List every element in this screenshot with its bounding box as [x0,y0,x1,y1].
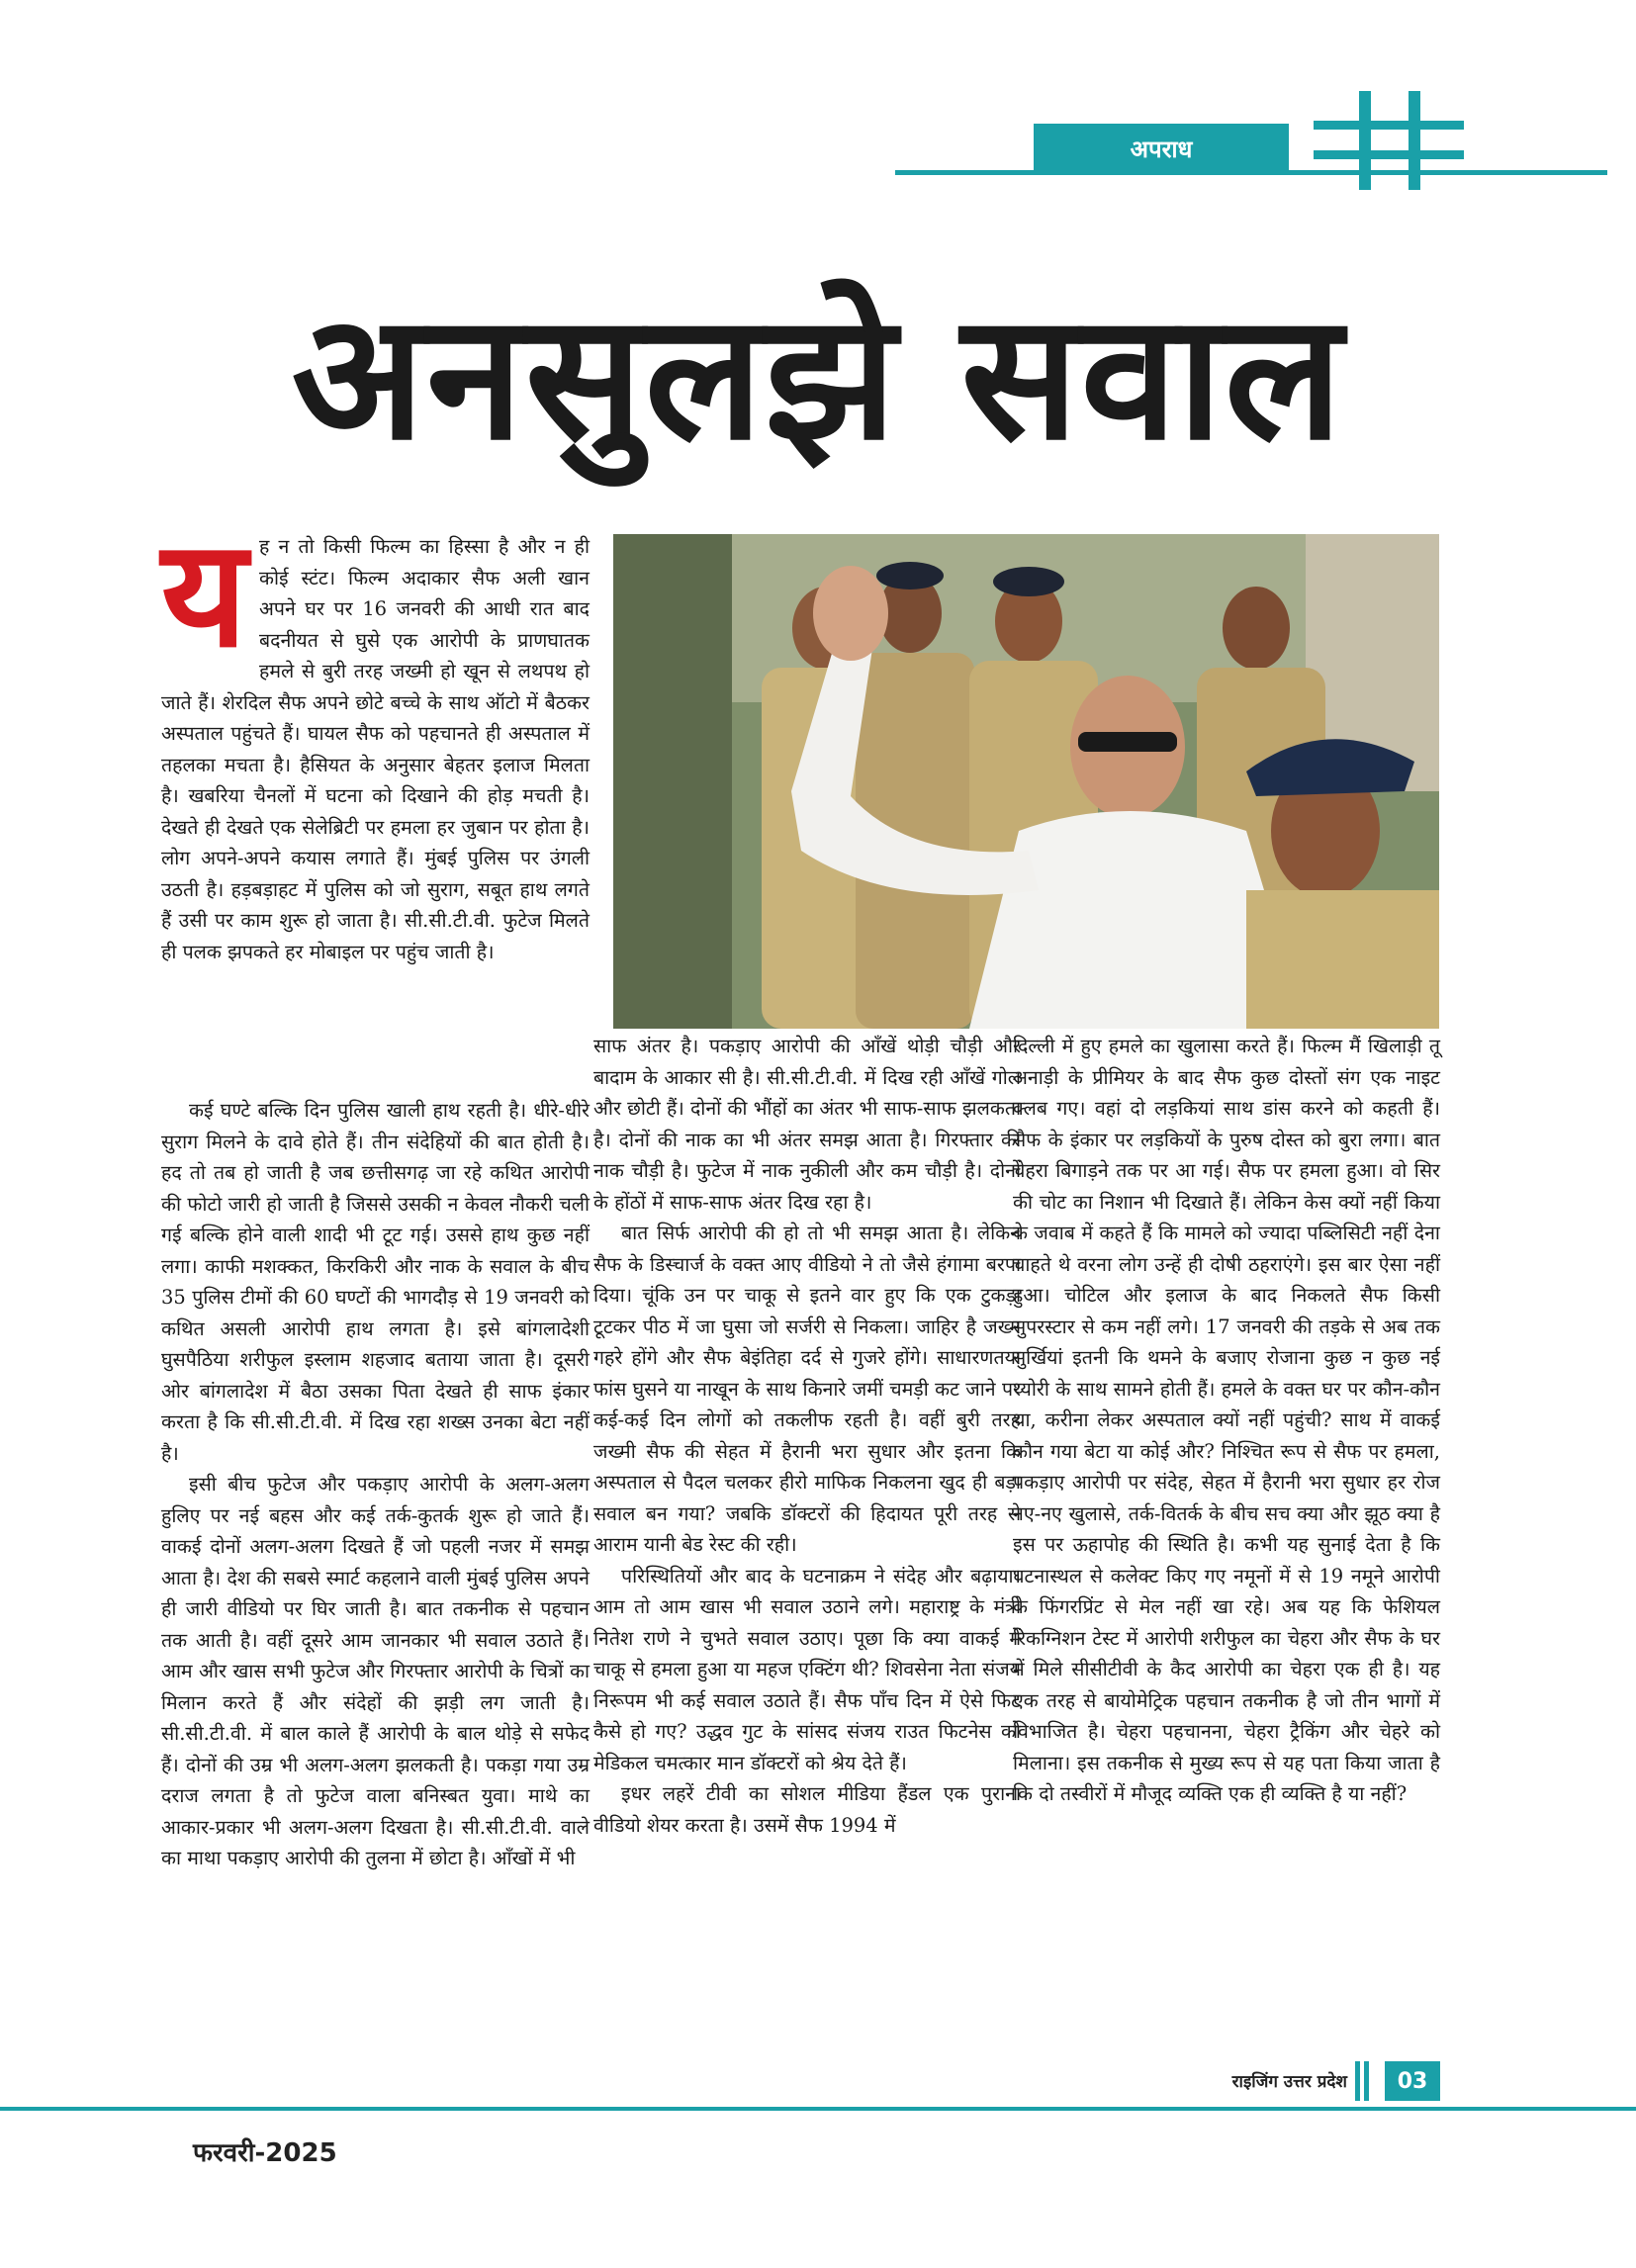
issue-date: फरवरी-2025 [193,2138,337,2168]
photo-icon [613,534,1439,1029]
intro-paragraph: ह न तो किसी फिल्म का हिस्सा है और न ही कोई स्टंट। फिल्म अदाकार सैफ अली खान अपने घर पर 16 जनवरी की आधी रात बाद बदनीयत से घुसे एक आरोपी के प्राणघातक हमले से बुरी तरह जख्मी हो खून से लथपथ हो जाते हैं। शेरदिल सैफ अपने छोटे बच्चे के साथ ऑटो में बैठकर अस्पताल पहुंचते हैं। घायल सैफ को पहचानते ही अस्पताल में तहलका मचता है। हैसियत के अनुसार बेहतर इलाज मिलता है। खबरिया चैनलों में घटना को दिखाने की होड़ मचती है। देखते ही देखते एक सेलेब्रिटी पर हमला हर जुबान पर होता है। लोग अपने-अपने कयास लगाते हैं। मुंबई पुलिस पर उंगली उठती है। हड़बड़ाहट में पुलिस को जो सुराग, सबूत हाथ लगते हैं उसी पर काम शुरू हो जाता है। सी.सी.टी.वी. फुटेज मिलते ही पलक झपकते हर मोबाइल पर पहुंच जाती है। [161,535,590,963]
section-tag: अपराध [1034,124,1289,173]
footer-divider [1355,2061,1375,2101]
paragraph: दिल्ली में हुए हमले का खुलासा करते हैं। फिल्म मैं खिलाड़ी तू अनाड़ी के प्रीमियर के बाद सैफ कुछ दोस्तों संग एक नाइट क्लब गए। वहां दो लड़कियां साथ डांस करने को कहती हैं। सैफ के इंकार पर लड़कियों के पुरुष दोस्त को बुरा लगा। बात चेहरा बिगाड़ने तक पर आ गई। सैफ पर हमला हुआ। वो सिर की चोट का निशान भी दिखाते हैं। लेकिन केस क्यों नहीं किया के जवाब में कहते हैं कि मामले को ज्यादा पब्लिसिटी नहीं देना चाहते थे वरना लोग उन्हें ही दोषी ठहराएंगे। इस बार ऐसा नहीं हुआ। चोटिल और इलाज के बाद निकलते सैफ किसी सुपरस्टार से कम नहीं लगे। 17 जनवरी की तड़के से अब तक सुर्खियां इतनी कि थमने के बजाए रोजाना कुछ न कुछ नई थ्योरी के साथ सामने होती हैं। हमले के वक्त घर पर कौन-कौन था, करीना लेकर अस्पताल क्यों नहीं पहुंची? साथ में वाकई कौन गया बेटा या कोई और? निश्चित रूप से सैफ पर हमला, पकड़ाए आरोपी पर संदेह, सेहत में हैरानी भरा सुधार हर रोज नए-नए खुलासे, तर्क-वितर्क के बीच सच क्या और झूठ क्या है इस पर ऊहापोह की स्थिति है। कभी यह सुनाई देता है कि घटनास्थल से कलेक्ट किए गए नमूनों में से 19 नमूने आरोपी के फिंगरप्रिंट से मेल नहीं खा रहे। अब यह कि फेशियल रिकग्निशन टेस्ट में आरोपी शरीफुल का चेहरा और सैफ के घर में मिले सीसीटीवी के कैद आरोपी का चेहरा एक ही है। यह एक तरह से बायोमेट्रिक पहचान तकनीक है जो तीन भागों में विभाजित है। चेहरा पहचानना, चेहरा ट्रैकिंग और चेहरे को मिलाना। इस तकनीक से मुख्य रूप से यह पता किया जाता है कि दो तस्वीरों में मौजूद व्यक्ति एक ही व्यक्ति है या नहीं? [1013,1035,1440,1805]
paragraph: परिस्थितियों और बाद के घटनाक्रम ने संदेह और बढ़ाया। आम तो आम खास भी सवाल उठाने लगे। महाराष्ट्र के मंत्री नितेश राणे ने चुभते सवाल उठाए। पूछा कि क्या वाकई में चाकू से हमला हुआ या महज एक्टिंग थी? शिवसेना नेता संजय निरूपम भी कई सवाल उठाते हैं। सैफ पाँच दिन में ऐसे फिट कैसे हो गए? उद्धव गुट के सांसद संजय राउत फिटनेस को मेडिकल चमत्कार मान डॉक्टरों को श्रेय देते हैं। [593,1564,1021,1774]
paragraph: इसी बीच फुटेज और पकड़ाए आरोपी के अलग-अलग हुलिए पर नई बहस और कई तर्क-कुतर्क शुरू हो जाते हैं। वाकई दोनों अलग-अलग दिखते हैं जो पहली नजर में समझ आता है। देश की सबसे स्मार्ट कहलाने वाली मुंबई पुलिस अपने ही जारी वीडियो पर घिर जाती है। बात तकनीक से पहचान तक आती है। वहीं दूसरे आम जानकार भी सवाल उठाते हैं। आम और खास सभी फुटेज और गिरफ्तार आरोपी के चित्रों का मिलान करते हैं और संदेहों की झड़ी लग जाती है। सी.सी.टी.वी. में बाल काले हैं आरोपी के बाल थोड़े से सफेद हैं। दोनों की उम्र भी अलग-अलग झलकती है। पकड़ा गया उम्र दराज लगता है तो फुटेज वाला बनिस्बत युवा। माथे का आकार-प्रकार भी अलग-अलग दिखता है। सी.सी.टी.वी. वाले का माथा पकड़ाए आरोपी की तुलना में छोटा है। आँखों में भी [161,1473,590,1869]
paragraph: कई घण्टे बल्कि दिन पुलिस खाली हाथ रहती है। धीरे-धीरे सुराग मिलने के दावे होते हैं। तीन संदेहियों की बात होती है। हद तो तब हो जाती है जब छत्तीसगढ़ जा रहे कथित आरोपी की फोटो जारी हो जाती है जिससे उसकी न केवल नौकरी चली गई बल्कि होने वाली शादी भी टूट गई। उससे हाथ कुछ नहीं लगा। काफी मशक्कत, किरकिरी और नाक के सवाल के बीच 35 पुलिस टीमों की 60 घण्टों की भागदौड़ से 19 जनवरी को कथित असली आरोपी हाथ लगता है। इसे बांगलादेशी घुसपैठिया शरीफुल इस्लाम शहजाद बताया जाता है। दूसरी ओर बांगलादेश में बैठा उसका पिता देखते ही साफ इंकार करता है कि सी.सी.टी.वी. में दिख रहा शख्स उनका बेटा नहीं है। [161,1099,590,1465]
article-column-3 [1013,1031,1440,1810]
article-column-2 [593,1031,1021,1841]
paragraph: इधर लहरें टीवी का सोशल मीडिया हैंडल एक पुराना वीडियो शेयर करता है। उसमें सैफ 1994 में [593,1782,1021,1837]
article-intro [161,508,590,967]
paragraph: साफ अंतर है। पकड़ाए आरोपी की आँखें थोड़ी चौड़ी और बादाम के आकार सी है। सी.सी.टी.वी. में दिख रही आँखें गोल और छोटी हैं। दोनों की भौंहों का अंतर भी साफ-साफ झलकता है। दोनों की नाक का भी अंतर समझ आता है। गिरफ्तार की नाक चौड़ी है। फुटेज में नाक नुकीली और कम चौड़ी है। दोनों के होंठों में साफ-साफ अंतर दिख रहा है। [593,1035,1021,1214]
footer-rule [0,2107,1636,2111]
magazine-name: राइजिंग उत्तर प्रदेश [1231,2072,1347,2092]
hash-icon [1314,91,1464,190]
dropcap: य [161,508,248,680]
news-photo [613,534,1439,1029]
page-number: 03 [1385,2061,1440,2101]
paragraph: बात सिर्फ आरोपी की हो तो भी समझ आता है। लेकिन सैफ के डिस्चार्ज के वक्त आए वीडियो ने तो जैसे हंगामा बरपा दिया। चूंकि उन पर चाकू से इतने वार हुए कि एक टुकड़ा टूटकर पीठ में जा घुसा जो सर्जरी से निकला। जाहिर है जख्म गहरे होंगे और सैफ बेइंतिहा दर्द से गुजरे होंगे। साधारणतया फांस घुसने या नाखून के साथ किनारे जमीं चमड़ी कट जाने पर कई-कई दिन लोगों को तकलीफ रहती है। वहीं बुरी तरह जख्मी सैफ की सेहत में हैरानी भरा सुधार और इतना कि अस्पताल से पैदल चलकर हीरो माफिक निकलना खुद ही बड़ा सवाल बन गया? जबकि डॉक्टरों की हिदायत पूरी तरह से आराम यानी बेड रेस्ट की रही। [593,1222,1021,1556]
article-column-1 [161,1095,590,1874]
page-title: अनसुलझे सवाल [291,276,1345,479]
